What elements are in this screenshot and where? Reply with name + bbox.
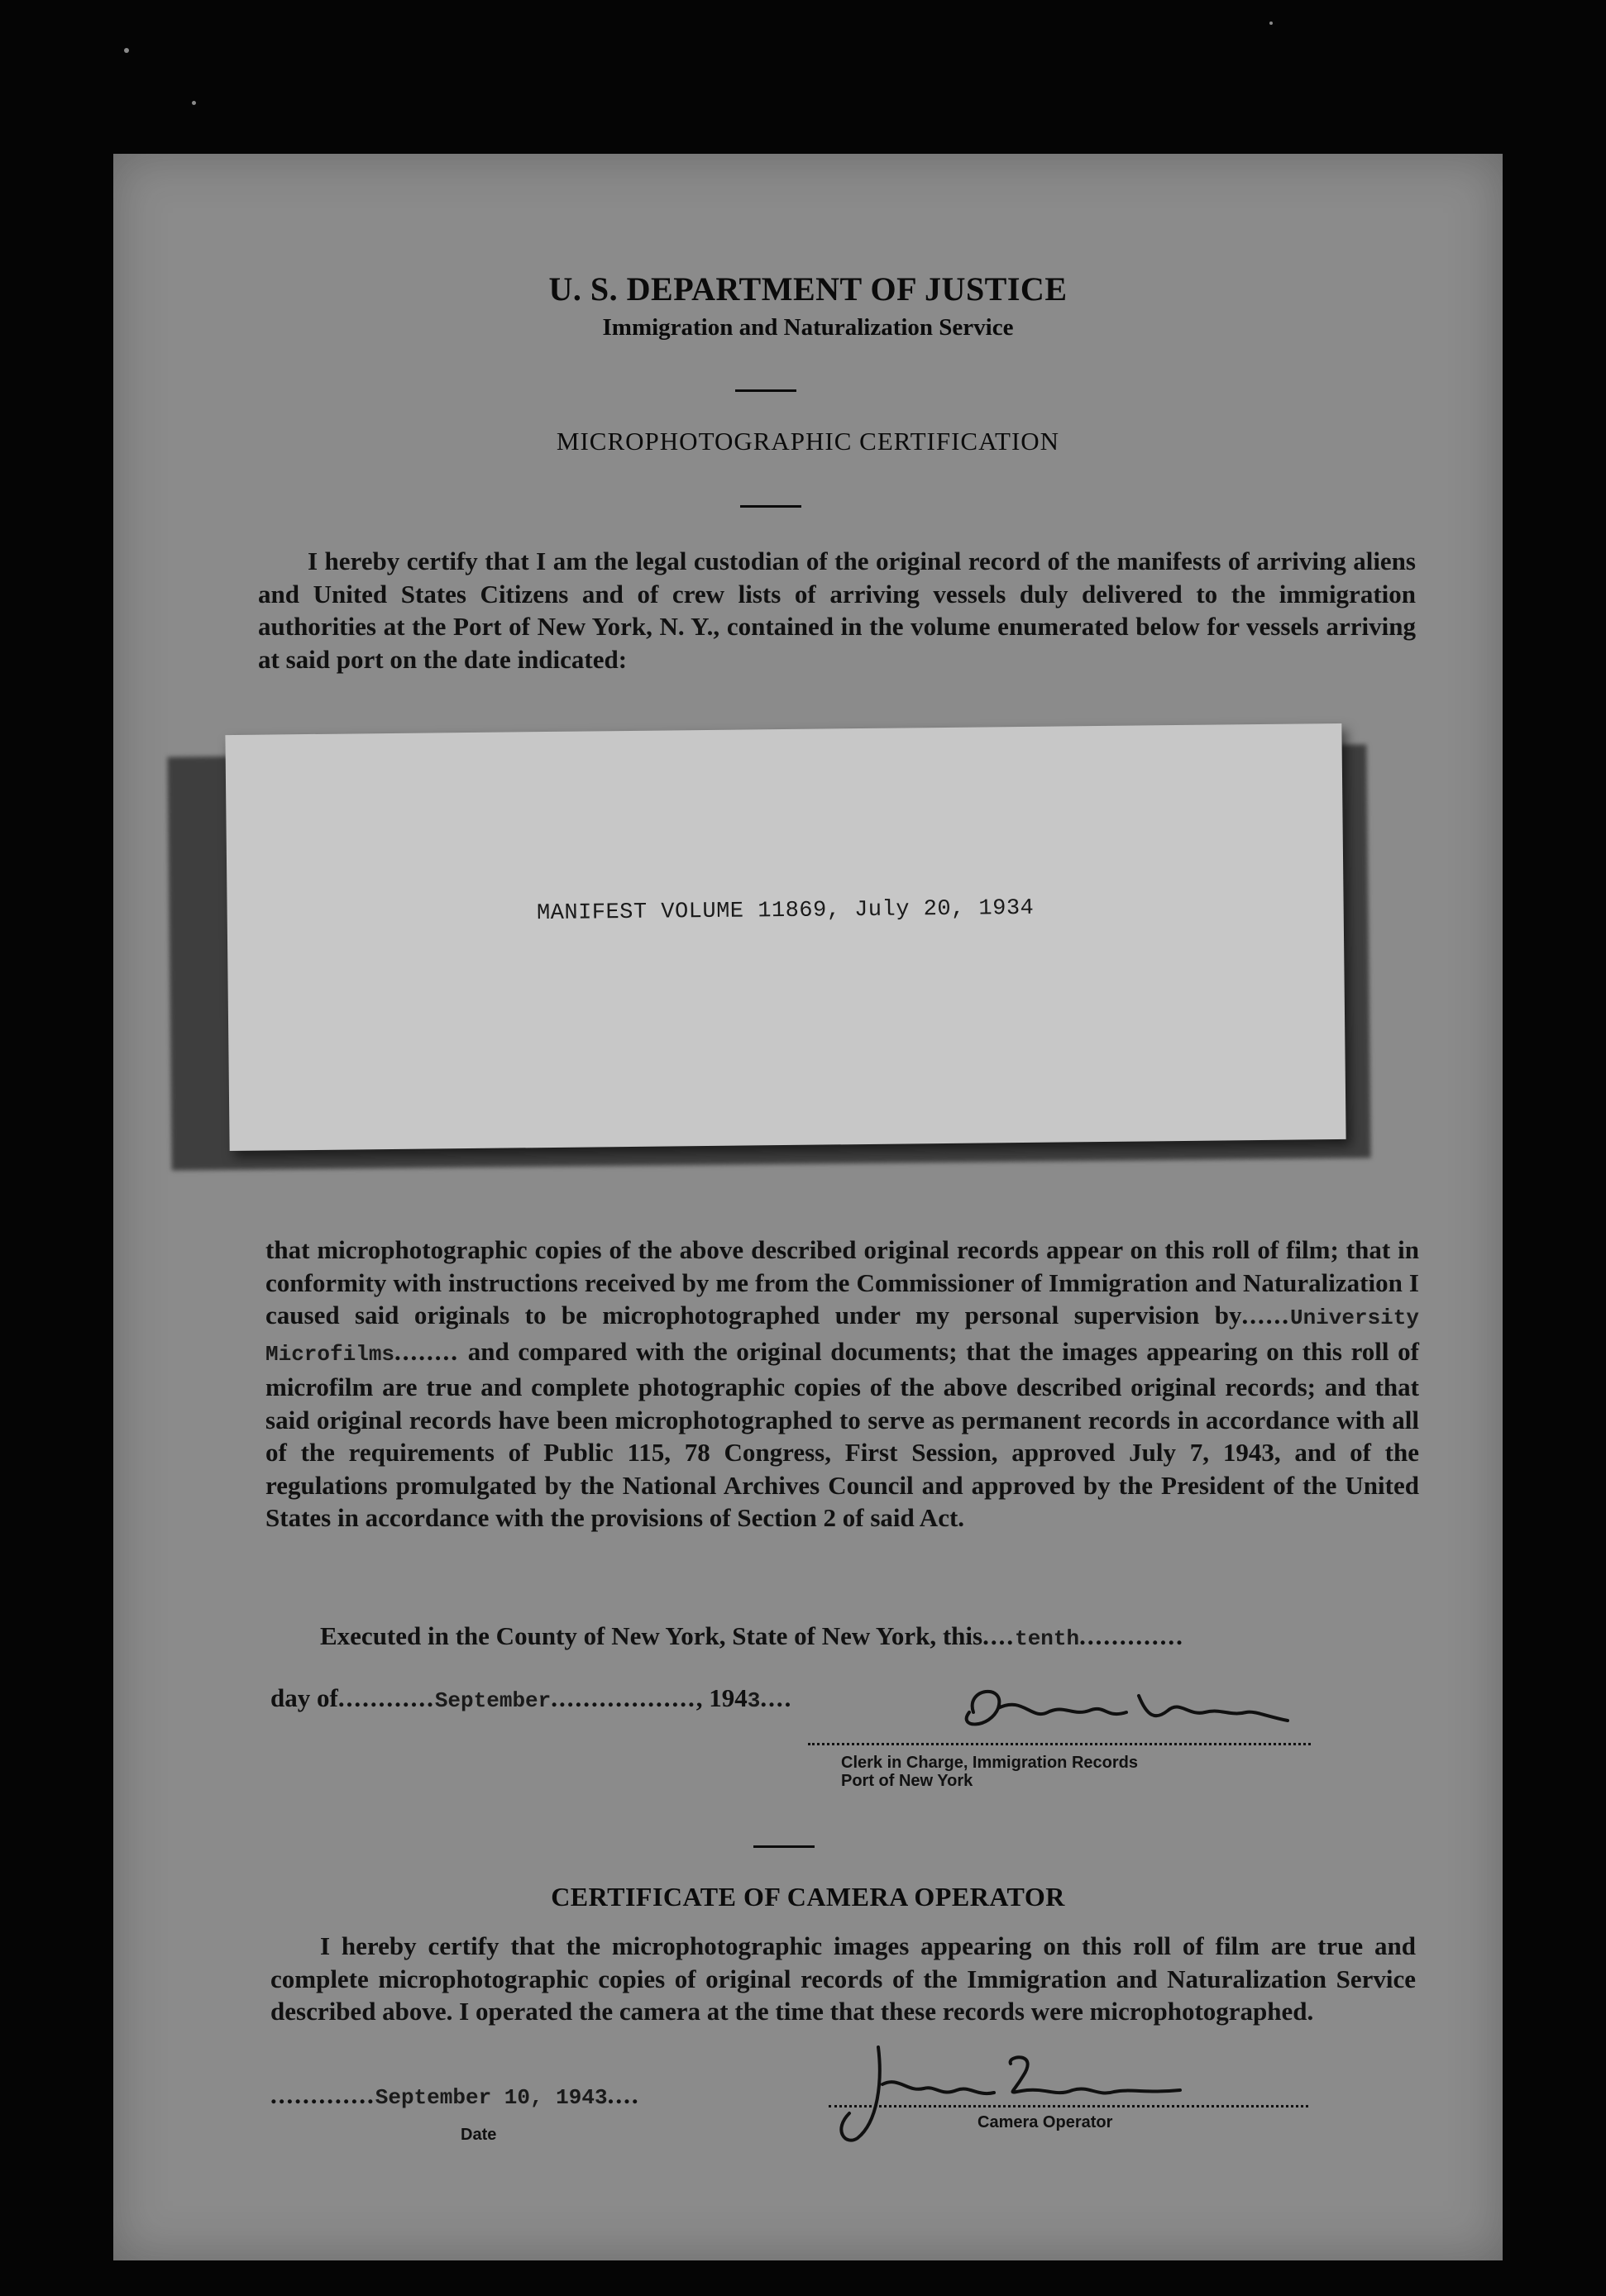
certification-title: MICROPHOTOGRAPHIC CERTIFICATION bbox=[556, 427, 1060, 456]
film-speck bbox=[192, 101, 196, 105]
certificate-sheet bbox=[113, 154, 1503, 2260]
execution-month: September bbox=[434, 1688, 552, 1713]
operator-date-label: Date bbox=[461, 2126, 497, 2144]
operator-date-line: .............September 10, 1943.... bbox=[270, 2080, 640, 2110]
service-subheading: Immigration and Naturalization Service bbox=[602, 314, 1014, 341]
executed-line: Executed in the County of New York, State of New York, this....tenth............. bbox=[320, 1621, 1184, 1651]
year-digit: 3 bbox=[747, 1688, 761, 1713]
clerk-signature-line bbox=[808, 1743, 1311, 1745]
operator-certificate-title: CERTIFICATE OF CAMERA OPERATOR bbox=[551, 1882, 1065, 1912]
clerk-title-line2: Port of New York bbox=[841, 1772, 973, 1790]
certification-body: that microphotographic copies of the above described original records appear on this roll of film; that in conformity with instructions received by me from the Commissioner of Immigration and Naturalization I caused said originals to be microphotographed under my personal supervision by......University Microfilms........ and compared with the original documents; that the images appearing on this roll of microfilm are true and complete photographic copies of the above described original records; and that said original records have been microphotographed to serve as permanent records in accordance with all of the requirements of Public 115, 78 Congress, First Session, approved July 7, 1943, and of the regulations promulgated by the National Archives Council and approved by the President of the United States in accordance with the provisions of Section 2 of said Act. bbox=[265, 1235, 1419, 1532]
execution-date-line: day of............September.................., 1943.... bbox=[270, 1683, 793, 1713]
operator-date-value: September 10, 1943 bbox=[375, 2085, 608, 2110]
year-prefix: , 194 bbox=[695, 1683, 748, 1712]
agency-heading: U. S. DEPARTMENT OF JUSTICE bbox=[548, 270, 1068, 308]
operator-signature-line bbox=[829, 2105, 1308, 2107]
divider bbox=[735, 389, 796, 392]
film-speck bbox=[1269, 21, 1273, 25]
clerk-title-line1: Clerk in Charge, Immigration Records bbox=[841, 1754, 1138, 1772]
clerk-title bbox=[841, 1754, 1138, 1790]
divider bbox=[753, 1845, 815, 1848]
certification-body-part1: that microphotographic copies of the above described original records appear on this roll of film; that in conformity with instructions received by me from the Commissioner of Immigration and Naturalization I caused said originals to be microphotographed under my personal supervision by bbox=[265, 1235, 1419, 1329]
executed-text: Executed in the County of New York, State of New York, this bbox=[320, 1621, 983, 1650]
operator-label: Camera Operator bbox=[977, 2113, 1113, 2131]
execution-day: tenth bbox=[1015, 1626, 1080, 1651]
manifest-volume-label: MANIFEST VOLUME 11869, July 20, 1934 bbox=[536, 895, 1035, 927]
divider bbox=[740, 505, 801, 508]
certification-body-part2: and compared with the original documents; that the images appearing on this roll of microfilm are true and complete photographic copies of the above described original records; and that said original records have been microphotographed to serve as permanent records in accordance with all of the requirements of Public 115, 78 Congress, First Session, approved July 7, 1943, and of the regulations promulgated by the National Archives Council and approved by the President of the United States in accordance with the provisions of Section 2 of said Act. bbox=[265, 1336, 1419, 1532]
operator-statement: I hereby certify that the microphotographic images appearing on this roll of film are true and complete microphotographic copies of original records of the Immigration and Naturalization Service described above. I operated the camera at the time that these records were microphotographed. bbox=[270, 1931, 1416, 2026]
filmed-by-value: University Microfilms bbox=[265, 1306, 1419, 1367]
film-speck bbox=[124, 48, 129, 53]
certification-intro: I hereby certify that I am the legal custodian of the original record of the manifests of arriving aliens and United States Citizens and of crew lists of arriving vessels duly delivered to the immigration authorities at the Port of New York, N. Y., contained in the volume enumerated below for vessels arriving at said port on the date indicated: bbox=[258, 547, 1416, 674]
operator-signature bbox=[800, 2031, 1197, 2155]
volume-strip bbox=[225, 723, 1346, 1151]
day-of-label: day of bbox=[270, 1683, 338, 1712]
clerk-signature bbox=[940, 1679, 1304, 1745]
